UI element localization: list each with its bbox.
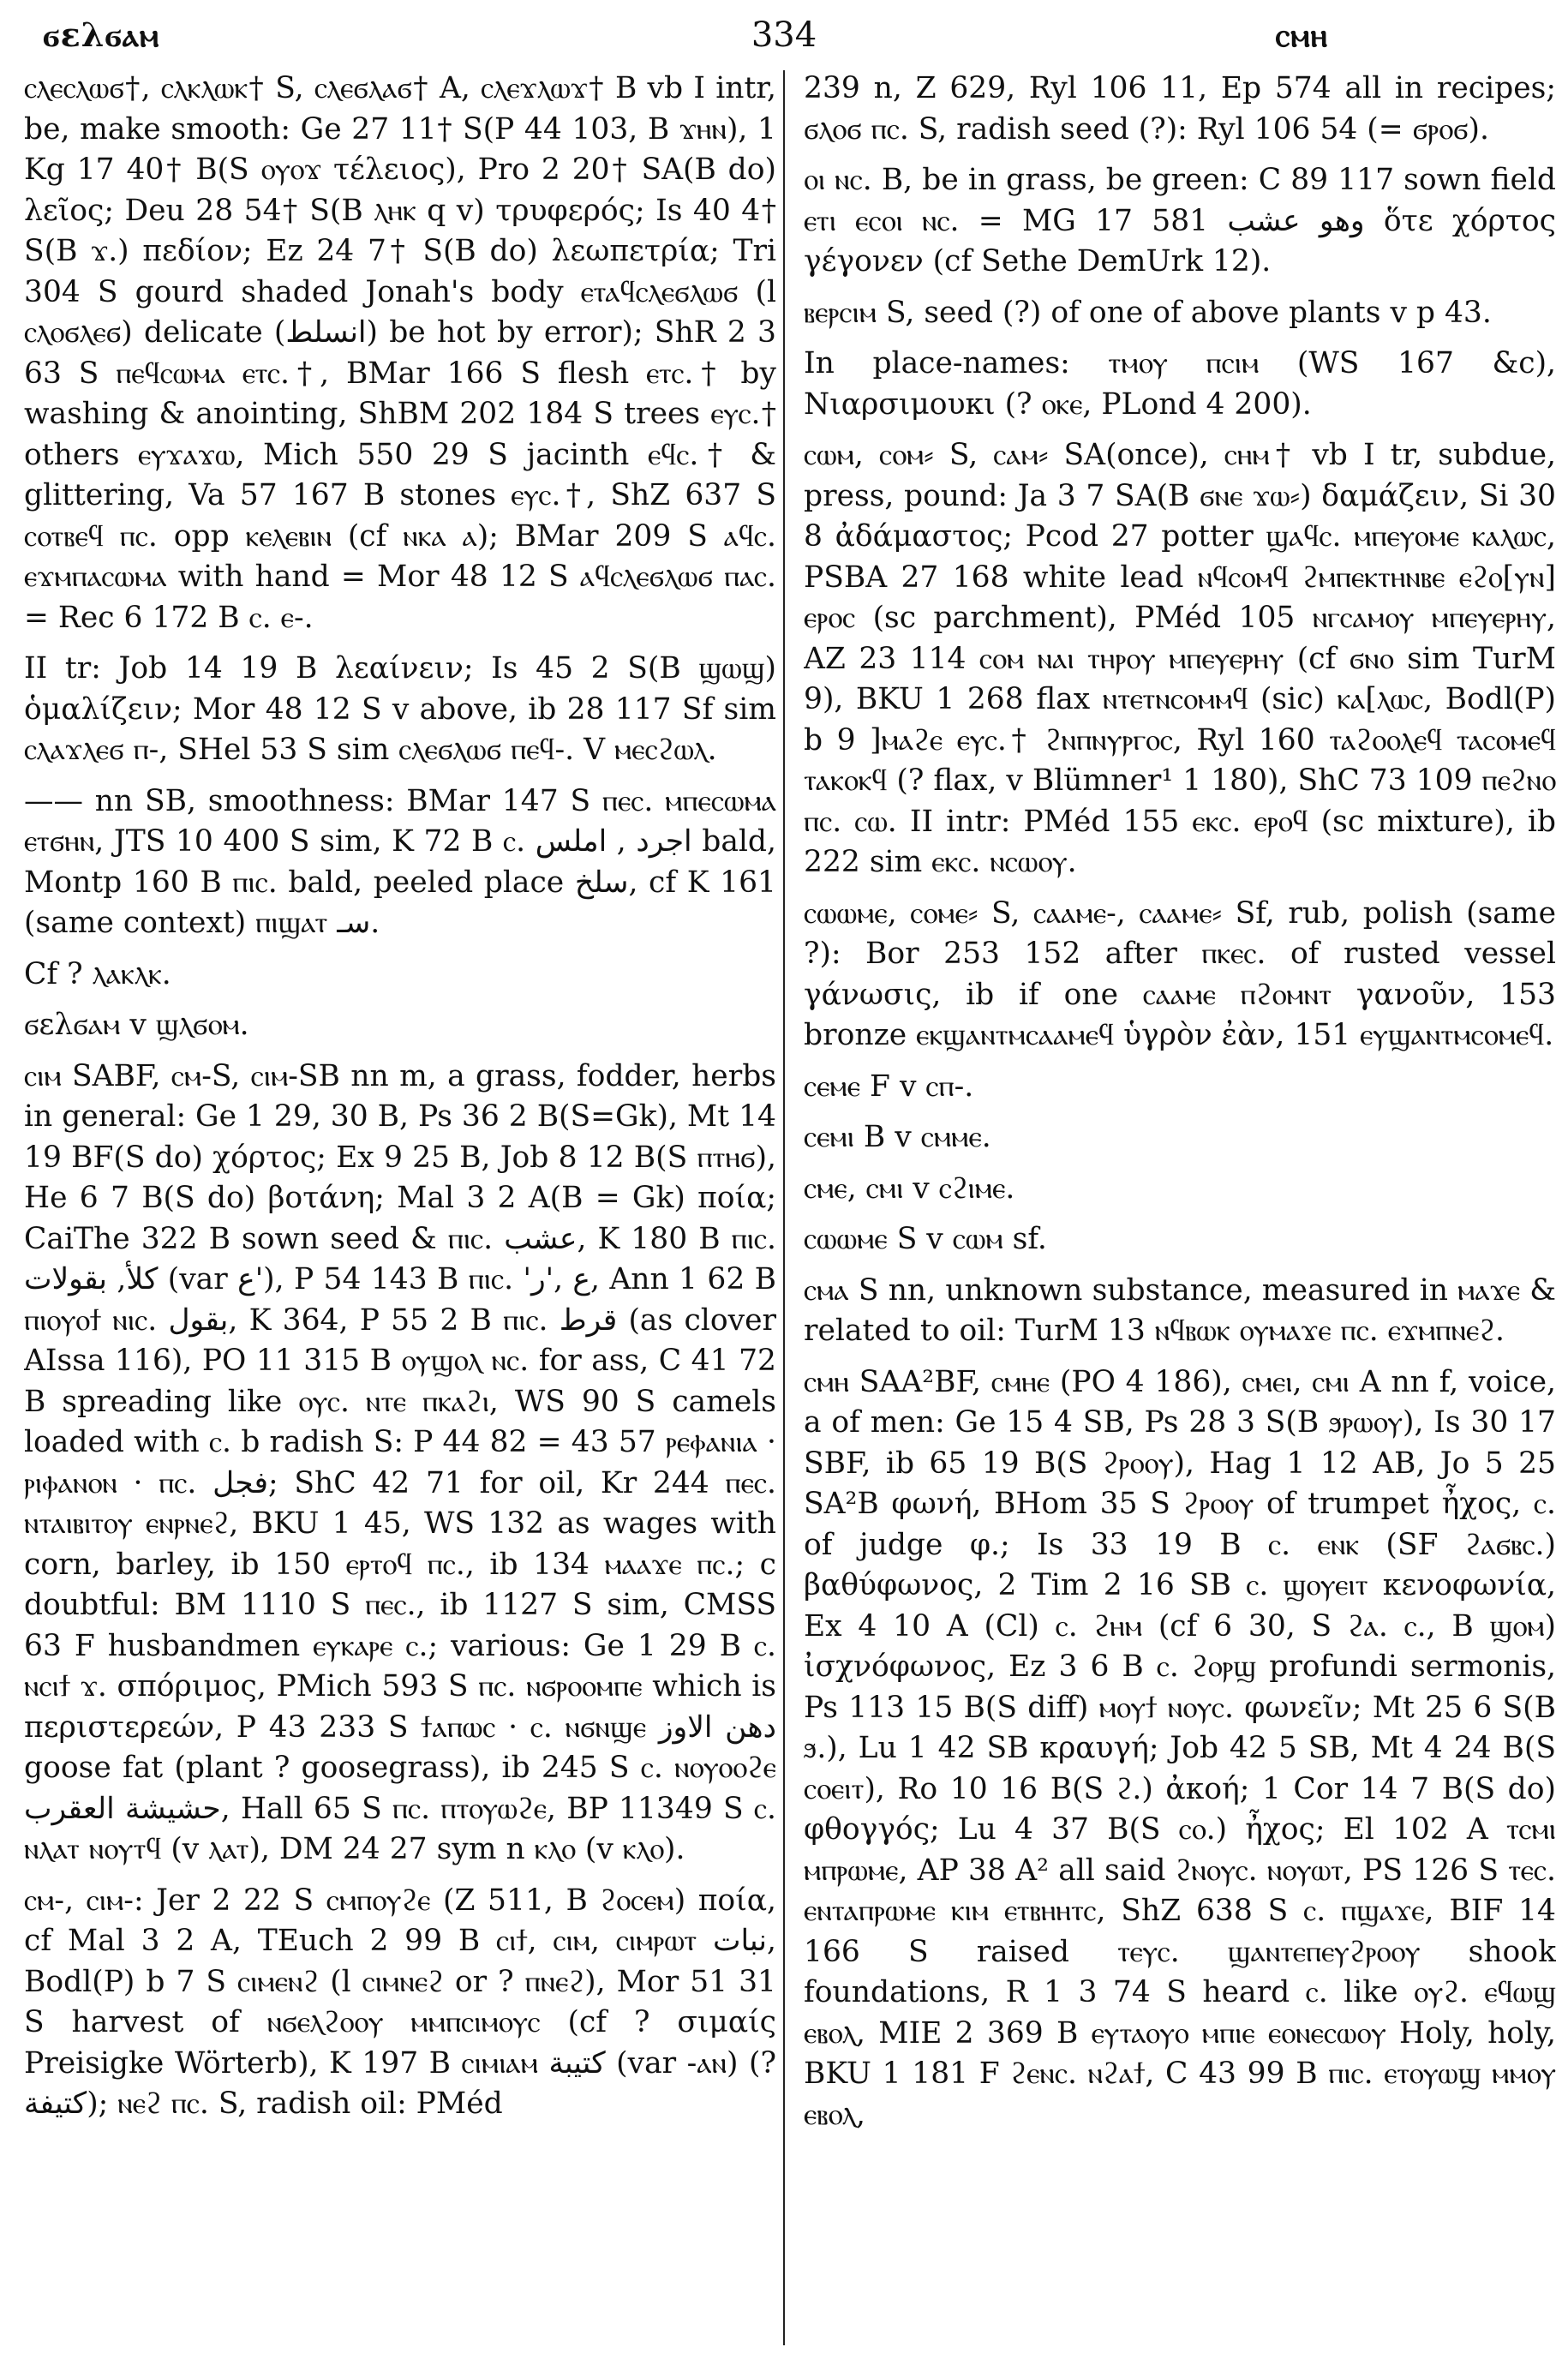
entry-paragraph: ⲥⲱⲙ, ⲥⲟⲙ⸗ S, ⲥⲁⲙ⸗ SA(once), ⲥⲏⲙ† vb I tr, subdue, press, pound: Ja 3 7 SA(B ϭⲛⲉ ϫⲱ⸗) δαμάζειν, Si 30 8 ἀδάμαστος; Pcod 27 potter ϣⲁϥⲥ. ⲙⲡⲉⲩⲟⲙⲉ ⲕⲁⲗⲱⲥ, PSBA 27 168 white lead ⲛϥⲥⲟⲙϥ ϩⲙⲡⲉⲕⲧⲏⲛⲃⲉ ⲉϩⲟ[ⲩⲛ] ⲉⲣⲟⲥ (sc parchment), PMéd 105 ⲛⲅⲥⲁⲙⲟⲩ ⲙⲡⲉⲩⲉⲣⲏⲩ, AZ 23 114 ⲥⲟⲙ ⲛⲁⲓ ⲧⲏⲣⲟⲩ ⲙⲡⲉⲩⲉⲣⲏⲩ (cf ϭⲛⲟ sim TurM 9), BKU 1 268 flax ⲛⲧⲉⲧⲛⲥⲟⲙⲙϥ (sic) ⲕⲁ[ⲗⲱⲥ, Bodl(P) b 9 ]ⲙⲁϩⲉ ⲉⲩⲥ.† ϩⲛⲡⲛⲩⲣⲅⲟⲥ, Ryl 160 ⲧⲁϩⲟⲟⲗⲉϥ ⲧⲁⲥⲟⲙⲉϥ ⲧⲁⲕⲟⲕϥ (? flax, v Blümner¹ 1 180), ShC 73 109 ⲡⲉϩⲛⲟ ⲡⲥ. ⲥⲱ. II intr: PMéd 155 ⲉⲕⲥ. ⲉⲣⲟϥ (sc mixture), ib 222 sim ⲉⲕⲥ. ⲛⲥⲱⲟⲩ. [804,438,1556,879]
entry-paragraph: ⲥⲗⲉⲥⲗⲱϭ†, ⲥⲗⲕⲗⲱⲕ† S, ⲥⲗⲉϭⲗⲁϭ† A, ⲥⲗⲉϫⲗⲱϫ† B vb I intr, be, make smooth: Ge 27 11† S(P 44 103, B ϫⲏⲛ), 1 Kg 17 40† B(S ⲟⲩⲟϫ τέλειος), Pro 2 20† SA(B do) λεῖος; Deu 28 54† S(B ⲗⲏⲕ q v) τρυφερός; Is 40 4† S(B ϫ.) πεδίον; Ez 24 7† S(B do) λεωπετρία; Tri 304 S gourd shaded Jonah's body ⲉⲧⲁϥⲥⲗⲉϭⲗⲱϭ (l ⲥⲗⲟϭⲗⲉϭ) delicate (انسلط) be hot by error); ShR 2 3 63 S ⲡⲉϥⲥⲱⲙⲁ ⲉⲧⲥ.†, BMar 166 S flesh ⲉⲧⲥ.† by washing & anointing, ShBM 202 184 S trees ⲉⲩⲥ.† others ⲉⲩϫⲁϫⲱ, Mich 550 29 S jacinth ⲉϥⲥ.† & glittering, Va 57 167 B stones ⲉⲩⲥ.†, ShZ 637 S ⲥⲟⲧⲃⲉϥ ⲡⲥ. opp ⲕⲉⲗⲉⲃⲓⲛ (cf ⲛⲕⲁ ⲁ); BMar 209 S ⲁϥⲥ. ⲉϫⲙⲡⲁⲥⲱⲙⲁ with hand = Mor 48 12 S ⲁϥⲥⲗⲉϭⲗⲱϭ ⲡⲁⲥ. = Rec 6 172 B ⲥ. ⲉ-. [24,71,776,635]
entry-paragraph: II tr: Job 14 19 B λεαίνειν; Is 45 2 S(B ϣⲱϣ) ὁμαλίζειν; Mor 48 12 S v above, ib 28 117 Sf sim ⲥⲗⲁϫⲗⲉϭ ⲡ-, SHel 53 S sim ⲥⲗⲉϭⲗⲱϭ ⲡⲉϥ-. V ⲙⲉⲥϩⲱⲗ. [24,651,776,767]
entry-paragraph: ⲥⲉⲙⲓ B v ⲥⲙⲙⲉ. [804,1120,991,1154]
entry-paragraph: ⲥⲉⲙⲉ F v ⲥⲡ-. [804,1069,974,1104]
page-header [17,15,1551,58]
right-column [804,69,1556,2352]
entry-paragraph: —— nn SB, smoothness: BMar 147 S ⲡⲉⲥ. ⲙⲡⲉⲥⲱⲙⲁ ⲉⲧϭⲏⲛ, JTS 10 400 S sim, K 72 B ⲥ. اجرد , املس bald, Montp 160 B ⲡⲓⲥ. bald, peeled place سلخ, cf K 161 (same context) ⲡⲓϣⲁⲧ سـ. [24,783,776,940]
entry-paragraph: In place-names: ⲧⲙⲟⲩ ⲡⲥⲓⲙ (WS 167 &c), Νιαρσιμουκι (? ⲟⲕⲉ, PLond 4 200). [804,346,1556,422]
entry-paragraph: ⲥⲱⲱⲙⲉ S v ⲥⲱⲙ sf. [804,1222,1047,1256]
entry-paragraph: ⲥⲙⲉ, ⲥⲙⲓ v ⲥϩⲓⲙⲉ. [804,1171,1015,1206]
left-guide-word: ϭελϭⲁⲙ [43,15,160,54]
entry-paragraph: ⲥⲙ-, ⲥⲓⲙ-: Jer 2 22 S ⲥⲙⲡⲟⲩϩⲉ (Z 511, B ϩⲟⲥⲉⲙ) ποία, cf Mal 3 2 A, TEuch 2 99 B ⲥⲓϯ, ⲥⲓⲙ, ⲥⲓⲙⲣⲱⲧ نبات, Bodl(P) b 7 S ⲥⲓⲙⲉⲛϩ (l ⲥⲓⲙⲛⲉϩ or ? ⲡⲛⲉϩ), Mor 51 31 S harvest of ⲛϭⲉⲗϩⲟⲟⲩ ⲙⲙⲡⲥⲓⲙⲟⲩⲥ (cf ? σιμαίς Preisigke Wörterb), K 197 B ⲥⲓⲙⲓⲁⲙ كتيبة (var -ⲁⲛ) (? كتيفة); ⲛⲉϩ ⲡⲥ. S, radish oil: PMéd [24,1883,776,2121]
entry-paragraph: ⲥⲓⲙ SABF, ⲥⲙ-S, ⲥⲓⲙ-SB nn m, a grass, fodder, herbs in general: Ge 1 29, 30 B, Ps 36 2 B(S=Gk), Mt 14 19 BF(S do) χόρτος; Ex 9 25 B, Job 8 12 B(S ⲡⲧⲏϭ), He 6 7 B(S do) βοτάνη; Mal 3 2 A(B = Gk) ποία; CaiThe 322 B sown seed & ⲡⲓⲥ. عشب, K 180 B ⲡⲓⲥ. كلأ, بقولات (var ع'), P 54 143 B ⲡⲓⲥ. 'ع ,'ر, Ann 1 62 B ⲡⲓⲟⲩⲟϯ ⲛⲓⲥ. بقول, K 364, P 55 2 B ⲡⲓⲥ. قرط (as clover AIssa 116), PO 11 315 B ⲟⲩϣⲟⲗ ⲛⲥ. for ass, C 41 72 B spreading like ⲟⲩⲥ. ⲛⲧⲉ ⲡⲕⲁϩⲓ, WS 90 S camels loaded with ⲥ. b radish S: P 44 82 = 43 57 ⲣⲉⲫⲁⲛⲓⲁ · ⲣⲓⲫⲁⲛⲟⲛ · ⲡⲥ. فجل; ShC 42 71 for oil, Kr 244 ⲡⲉⲥ. ⲛⲧⲁⲓⲃⲓⲧⲟⲩ ⲉⲛⲣⲛⲉϩ, BKU 1 45, WS 132 as wages with corn, barley, ib 150 ⲉⲣⲧⲟϥ ⲡⲥ., ib 134 ⲙⲁⲁϫⲉ ⲡⲥ.; c doubtful: BM 1110 S ⲡⲉⲥ., ib 1127 S sim, CMSS 63 F husbandmen ⲉⲩⲕⲁⲣⲉ ⲥ.; various: Ge 1 29 B ⲥ. ⲛⲥⲓϯ ϫ. σπόριμος, PMich 593 S ⲡⲥ. ⲛϭⲣⲟⲟⲙⲡⲉ which is περιστερεών, P 43 233 S ϯⲁⲡⲱⲥ · ⲥ. ⲛϭⲛϣⲉ دهن الاوز goose fat (plant ? goosegrass), ib 245 S ⲥ. ⲛⲟⲩⲟⲟϩⲉ حشيشة العقرب, Hall 65 S ⲡⲥ. ⲡⲧⲟⲩⲱϩⲉ, BP 11349 S ⲥ. ⲛⲗⲁⲧ ⲛⲟⲩⲧϥ (v ⲗⲁⲧ), DM 24 27 sym n ⲕⲗⲟ (v ⲕⲗⲟ). [24,1058,776,1866]
entry-paragraph: ⲃⲉⲣⲥⲓⲙ S, seed (?) of one of above plants v p 43. [804,295,1492,330]
entry-paragraph: ⲥⲱⲱⲙⲉ, ⲥⲟⲙⲉ⸗ S, ⲥⲁⲁⲙⲉ-, ⲥⲁⲁⲙⲉ⸗ Sf, rub, polish (same ?): Bor 253 152 after ⲡⲕⲉⲥ. of rusted vessel γάνωσις, ib if one ⲥⲁⲁⲙⲉ ⲡϩⲟⲙⲛⲧ γανοῦν, 153 bronze ⲉⲕϣⲁⲛⲧⲙⲥⲁⲁⲙⲉϥ ὑγρὸν ἐὰν, 151 ⲉⲩϣⲁⲛⲧⲙⲥⲟⲙⲉϥ. [804,895,1556,1052]
entry-paragraph: Cf ? ⲗⲁⲕⲗⲕ. [24,956,171,991]
right-guide-word: ⲥⲙⲏ [1275,15,1328,54]
page-number: 334 [751,15,817,55]
entry-paragraph: ⲟⲓ ⲛⲥ. B, be in grass, be green: C 89 117 sown field ⲉⲧⲓ ⲉⲥⲟⲓ ⲛⲥ. = MG 17 581 وهو عشب ὅτε χόρτος γέγονεν (cf Sethe DemUrk 12). [804,163,1556,278]
entry-paragraph: ⲥⲙⲁ S nn, unknown substance, measured in ⲙⲁϫⲉ & related to oil: TurM 13 ⲛϥⲃⲱⲕ ⲟⲩⲙⲁϫⲉ ⲡⲥ. ⲉϫⲙⲡⲛⲉϩ. [804,1272,1556,1348]
entry-paragraph: ⲥⲙⲏ SAA²BF, ⲥⲙⲏⲉ (PO 4 186), ⲥⲙⲉⲓ, ⲥⲙⲓ A nn f, voice, a of men: Ge 15 4 SB, Ps 28 3 S(B ϧⲣⲱⲟⲩ), Is 30 17 SBF, ib 65 19 B(S ϩⲣⲟⲟⲩ), Hag 1 12 AB, Jo 5 25 SA²B φωνή, BHom 35 S ϩⲣⲟⲟⲩ of trumpet ἦχος, ⲥ. of judge φ.; Is 33 19 B ⲥ. ⲉⲛⲕ (SF ϩⲁϭⲃⲥ.) βαθύφωνος, 2 Tim 2 16 SB ⲥ. ϣⲟⲩⲉⲓⲧ κενοφωνία, Ex 4 10 A (Cl) ⲥ. ϩⲏⲙ (cf 6 30, S ϩⲁ. ⲥ., B ϣⲟⲙ) ἰσχνόφωνος, Ez 3 6 B ⲥ. ϩⲟⲣϣ profundi sermonis, Ps 113 15 B(S diff) ⲙⲟⲩϯ ⲛⲟⲩⲥ. φωνεῖν; Mt 25 6 S(B ϧ.), Lu 1 42 SB κραυγή; Job 42 5 SB, Mt 4 24 B(S ⲥⲟⲉⲓⲧ), Ro 10 16 B(S ϩ.) ἀκοή; 1 Cor 14 7 B(S do) φθογγός; Lu 4 37 B(S ⲥⲟ.) ἦχος; El 102 A ⲧⲥⲙⲓ ⲙⲡⲣⲱⲙⲉ, AP 38 A² all said ϩⲛⲟⲩⲥ. ⲛⲟⲩⲱⲧ, PS 126 S ⲧⲉⲥ. ⲉⲛⲧⲁⲡⲣⲱⲙⲉ ⲕⲓⲙ ⲉⲧⲃⲏⲏⲧⲥ, ShZ 638 S ⲥ. ⲡϣⲁϫⲉ, BIF 14 166 S raised ⲧⲉⲩⲥ. ϣⲁⲛⲧⲉⲡⲉⲩϩⲣⲟⲟⲩ shook foundations, R 1 3 74 S heard ⲥ. like ⲟⲩϩ. ⲉϥⲱϣ ⲉⲃⲟⲗ, MIE 2 369 B ⲉⲩⲧⲁⲟⲩⲟ ⲙⲡⲓⲉ ⲉⲟⲛⲉⲥⲱⲟⲩ Holy, holy, BKU 1 181 F ϩⲉⲛⲥ. ⲛϩⲁϯ, C 43 99 B ⲡⲓⲥ. ⲉⲧⲟⲩⲱϣ ⲙⲙⲟⲩ ⲉⲃⲟⲗ, [804,1364,1556,2132]
entry-paragraph: 239 n, Z 629, Ryl 106 11, Ep 574 all in recipes; ϭⲗⲟϭ ⲡⲥ. S, radish seed (?): Ryl 106 54 (= ϭⲣⲟϭ). [804,71,1556,147]
entry-paragraph: ϭελϭⲁⲙ v ϣⲗϭⲟⲙ. [24,1008,249,1042]
column-divider [783,70,785,2345]
left-column [24,69,776,2352]
